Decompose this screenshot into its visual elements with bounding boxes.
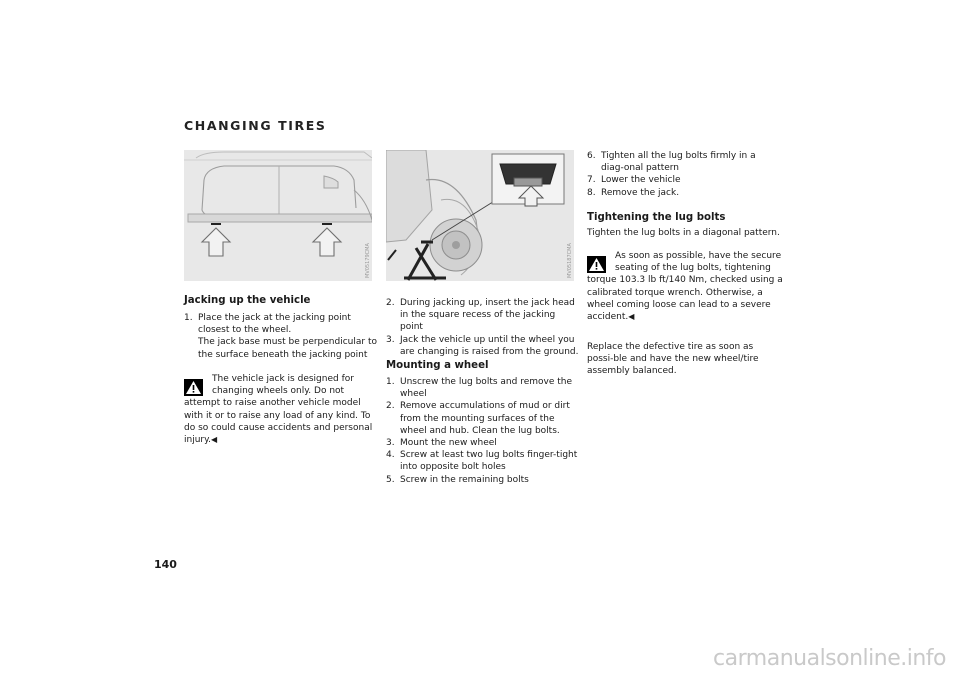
figure-code: MV05179CMA — [365, 243, 371, 278]
list-item — [587, 187, 781, 199]
step-number: 8. — [587, 187, 596, 198]
list-item — [386, 376, 580, 400]
tightening-heading: Tightening the lug bolts — [587, 212, 726, 223]
warning-icon — [184, 379, 203, 396]
warning-first-lines: As soon as possible, have the secure seating of the lug bolts, tightening — [615, 251, 782, 274]
step-text: Remove accumulations of mud or dirt from the mounting surfaces of the wheel and hub. Clean the lug bolts. — [400, 401, 570, 436]
mounting-steps-continued — [587, 150, 781, 199]
page-number: 140 — [154, 558, 177, 571]
list-item — [587, 150, 781, 174]
list-item — [386, 474, 580, 486]
step-number: 5. — [386, 474, 395, 485]
jacking-steps — [184, 312, 378, 361]
warning-rest: attempt to raise another vehicle model with it or to raise any load of any kind. To do so could cause accidents and personal injury. — [184, 398, 373, 446]
step-number: 2. — [386, 401, 395, 412]
mounting-steps — [386, 376, 580, 486]
step-number: 3. — [386, 438, 395, 449]
list-item — [386, 437, 580, 449]
section-title: CHANGING TIRES — [184, 118, 327, 133]
step-number: 3. — [386, 334, 395, 345]
step-number: 1. — [386, 377, 395, 387]
step-text: During jacking up, insert the jack head in the square recess of the jacking point — [400, 298, 575, 333]
list-item — [386, 334, 580, 358]
jacking-warning — [184, 373, 378, 446]
figure-jack-placement — [386, 150, 574, 281]
warning-rest: torque 103.3 lb ft/140 Nm, checked using a calibrated torque wrench. Otherwise, a wheel coming loose can lead to a severe accident. — [587, 275, 783, 323]
step-number: 4. — [386, 450, 395, 461]
warning-first-lines: The vehicle jack is designed for changing wheels only. Do not — [212, 374, 354, 397]
jacking-heading: Jacking up the vehicle — [184, 295, 311, 306]
replace-text: Replace the defective tire as soon as possi-ble and have the new wheel/tire assembly balanced. — [587, 342, 759, 377]
warning-icon — [587, 256, 606, 273]
step-text: Screw in the remaining bolts — [400, 474, 529, 485]
step-note: The jack base must be perpendicular to the surface beneath the jacking point — [198, 337, 377, 360]
step-number: 2. — [386, 298, 395, 308]
end-mark: ◀ — [211, 435, 218, 445]
step-text: Remove the jack. — [601, 187, 680, 198]
step-text: Lower the vehicle — [601, 175, 681, 186]
list-item — [386, 449, 580, 473]
step-number: 7. — [587, 175, 596, 186]
step-text: Jack the vehicle up until the wheel you are changing is raised from the ground. — [400, 334, 579, 357]
step-text: Screw at least two lug bolts finger-tight into opposite bolt holes — [400, 450, 578, 473]
end-mark: ◀ — [628, 312, 635, 322]
car-side-illustration — [184, 150, 372, 281]
mounting-heading: Mounting a wheel — [386, 360, 489, 371]
tightening-text: Tighten the lug bolts in a diagonal pattern. — [587, 228, 780, 238]
list-item — [386, 297, 580, 334]
step-text: Place the jack at the jacking point closest to the wheel. — [198, 313, 351, 336]
figure-code: MV05187CMA — [567, 243, 573, 278]
step-text: Unscrew the lug bolts and remove the wheel — [400, 377, 572, 400]
step-text: Tighten all the lug bolts firmly in a diag-onal pattern — [601, 151, 756, 174]
watermark: carmanualsonline.info — [713, 646, 946, 671]
list-item — [184, 312, 378, 361]
tightening-warning — [587, 250, 783, 323]
jack-illustration — [386, 150, 574, 281]
step-number: 1. — [184, 313, 193, 323]
figure-jacking-points — [184, 150, 372, 281]
step-number: 6. — [587, 151, 596, 161]
step-text: Mount the new wheel — [400, 438, 497, 449]
list-item — [386, 400, 580, 437]
jacking-steps-continued — [386, 297, 580, 358]
list-item — [587, 174, 781, 186]
